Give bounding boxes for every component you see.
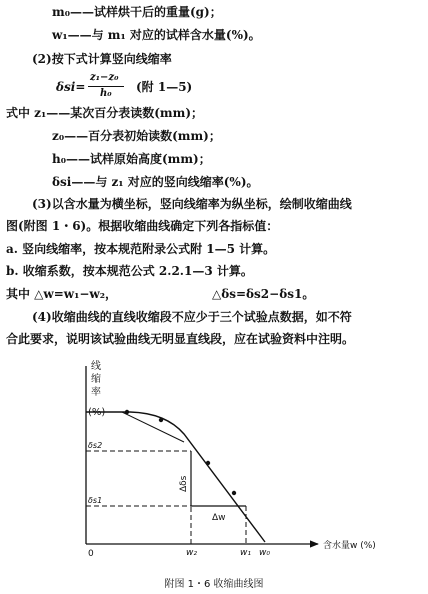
- line-step-4: (4)收缩曲线的直线收缩段不应少于三个试验点数据，如不符: [32, 310, 352, 324]
- x-tick-w0: w₀: [259, 548, 270, 558]
- data-point: [206, 461, 210, 465]
- formula-reference: (附 1—5): [136, 80, 193, 94]
- figure-caption: 附图 1・6 收缩曲线图: [164, 579, 264, 590]
- line-m0-definition: m₀——试样烘干后的重量(g)；: [52, 5, 222, 19]
- line-item-b: b. 收缩系数，按本规范公式 2.2.1—3 计算。: [6, 264, 253, 278]
- delta-s-label: Δδs: [179, 475, 189, 492]
- line-step-3: (3)以含水量为横坐标，竖向线缩率为纵坐标，绘制收缩曲线: [32, 197, 352, 211]
- line-h0-definition: h₀——试样原始高度(mm)；: [52, 152, 211, 166]
- line-item-a: a. 竖向线缩率，按本规范附录公式附 1—5 计算。: [6, 242, 276, 256]
- data-point: [159, 418, 163, 422]
- data-point: [125, 410, 129, 414]
- line-step-2: (2)按下式计算竖向线缩率: [32, 52, 172, 66]
- line-where-dw: 其中 △w=w₁−w₂，: [6, 287, 118, 301]
- x-tick-w2: w₂: [186, 548, 197, 558]
- line-step-3-cont: 图(附图 1・6)。根据收缩曲线确定下列各指标值：: [6, 219, 279, 233]
- y-axis-label-1: 线: [91, 361, 101, 372]
- line-deltasi-definition: δsi——与 z₁ 对应的竖向线缩率(%)。: [52, 175, 259, 189]
- linear-extension: [122, 412, 184, 442]
- y-axis-unit: (%): [88, 407, 106, 418]
- line-z0-definition: z₀——百分表初始读数(mm)；: [52, 129, 221, 143]
- line-step-4-cont: 合此要求，说明该试验曲线无明显直线段，应在试验资料中注明。: [6, 332, 355, 346]
- x-tick-w1: w₁: [240, 548, 251, 558]
- y-axis-label-3: 率: [91, 387, 101, 398]
- delta-w-label: Δw: [212, 513, 226, 523]
- y-tick-delta-s2: δs2: [88, 441, 103, 450]
- y-axis-label-2: 缩: [91, 374, 101, 385]
- formula-lhs: δsi=: [56, 80, 86, 94]
- formula-denominator: h₀: [100, 88, 112, 99]
- line-z1-definition: 式中 z₁——某次百分表读数(mm)；: [6, 106, 203, 120]
- origin-label: 0: [88, 549, 94, 559]
- y-tick-delta-s1: δs1: [88, 496, 103, 505]
- shrinkage-curve: [86, 412, 265, 542]
- x-axis-label: 含水量w (%): [323, 541, 376, 551]
- formula-numerator: z₁−z₀: [90, 72, 119, 83]
- line-w1-definition: w₁——与 m₁ 对应的试样含水量(%)。: [52, 28, 261, 42]
- data-point: [232, 491, 236, 495]
- line-where-ds: △δs=δs2−δs1。: [212, 287, 315, 301]
